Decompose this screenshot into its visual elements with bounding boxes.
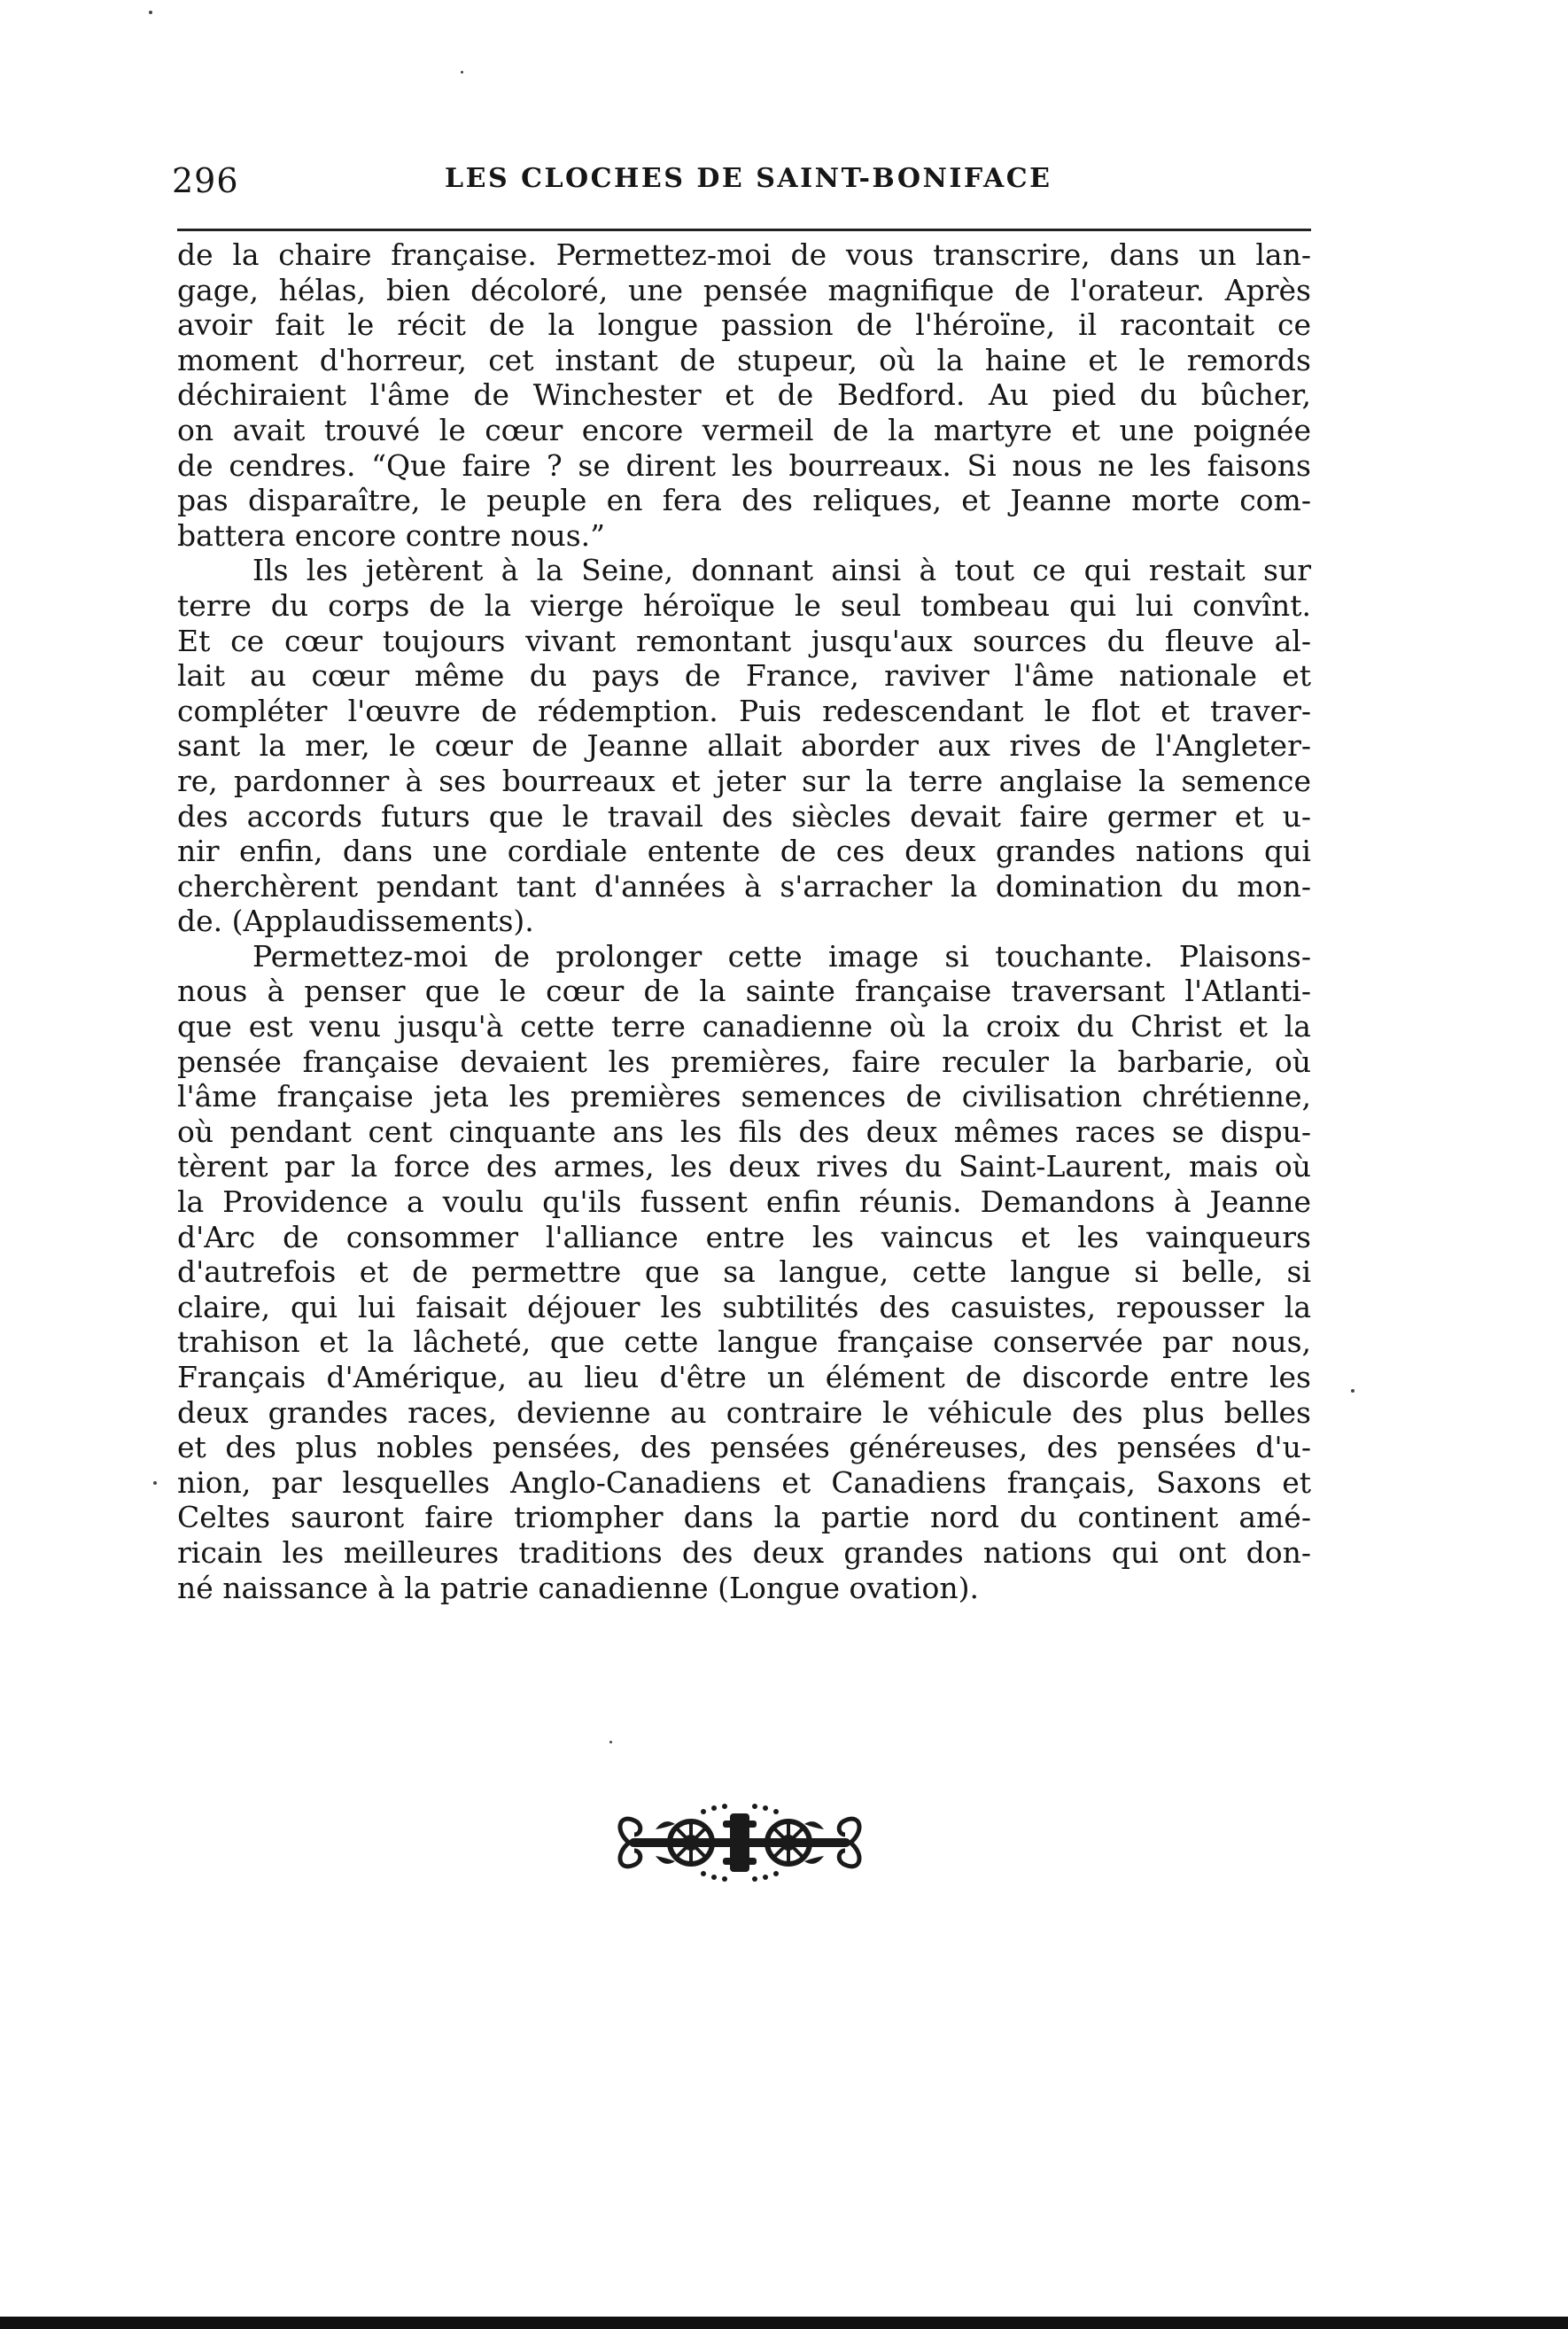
text-line: lait au cœur même du pays de France, raviver l'âme nationale et: [177, 658, 1311, 694]
text-line: né naissance à la patrie canadienne (Longue ovation).: [177, 1570, 979, 1605]
text-line: terre du corps de la vierge héroïque le seul tombeau qui lui convînt.: [177, 587, 1311, 623]
text-line: re, pardonner à ses bourreaux et jeter sur la terre anglaise la semence: [177, 763, 1311, 798]
text-line: gage, hélas, bien décoloré, une pensée magnifique de l'orateur. Après: [177, 272, 1311, 307]
text-line: deux grandes races, devienne au contraire le véhicule des plus belles: [177, 1394, 1311, 1430]
text-line: de cendres. “Que faire ? se dirent les bourreaux. Si nous ne les faisons: [177, 447, 1311, 483]
text-line: Celtes sauront faire triompher dans la partie nord du continent amé-: [177, 1500, 1311, 1535]
text-line: déchiraient l'âme de Winchester et de Bedford. Au pied du bûcher,: [177, 377, 1311, 413]
text-line: cherchèrent pendant tant d'années à s'arracher la domination du mon-: [177, 868, 1311, 904]
page-number: 296: [172, 161, 239, 200]
text-line: d'autrefois et de permettre que sa langue, cette langue si belle, si: [177, 1254, 1311, 1290]
paragraph-2: [177, 553, 1311, 939]
floral-tailpiece-icon: [611, 1794, 868, 1895]
text-line: l'âme française jeta les premières semences de civilisation chrétienne,: [177, 1079, 1311, 1114]
print-speck: [153, 1481, 157, 1485]
text-line: avoir fait le récit de la longue passion de l'héroïne, il racontait ce: [177, 307, 1311, 343]
text-line: de la chaire française. Permettez-moi de vous transcrire, dans un lan-: [177, 237, 1311, 272]
text-line: la Providence a voulu qu'ils fussent enfin réunis. Demandons à Jeanne: [177, 1184, 1311, 1220]
text-line: claire, qui lui faisait déjouer les subtilités des casuistes, repousser la: [177, 1289, 1311, 1324]
text-line: on avait trouvé le cœur encore vermeil de la martyre et une poignée: [177, 412, 1311, 447]
paragraph-1: [177, 237, 1311, 553]
text-line: battera encore contre nous.”: [177, 517, 606, 553]
text-line: Français d'Amérique, au lieu d'être un élément de discorde entre les: [177, 1360, 1311, 1394]
text-line: ricain les meilleures traditions des deux grandes nations qui ont don-: [177, 1534, 1311, 1570]
text-line: où pendant cent cinquante ans les fils des deux mêmes races se dispu-: [177, 1114, 1311, 1149]
paragraph-3: [177, 939, 1311, 1605]
print-speck: [1351, 1389, 1355, 1393]
text-line: Et ce cœur toujours vivant remontant jusqu'aux sources du fleuve al-: [177, 623, 1311, 658]
page-header: [168, 158, 1316, 207]
text-line: nion, par lesquelles Anglo-Canadiens et Canadiens français, Saxons et: [177, 1464, 1311, 1500]
text-line: de. (Applaudissements).: [177, 904, 534, 939]
print-speck: [609, 1741, 612, 1743]
text-line: pas disparaître, le peuple en fera des reliques, et Jeanne morte com-: [177, 483, 1311, 518]
text-line: d'Arc de consommer l'alliance entre les vaincus et les vainqueurs: [177, 1219, 1311, 1254]
text-line: nir enfin, dans une cordiale entente de ces deux grandes nations qui: [177, 834, 1311, 869]
text-line: sant la mer, le cœur de Jeanne allait aborder aux rives de l'Angleter-: [177, 728, 1311, 764]
print-speck: [461, 71, 463, 74]
text-line: trahison et la lâcheté, que cette langue française conservée par nous,: [177, 1324, 1311, 1360]
text-line: des accords futurs que le travail des siècles devait faire germer et u-: [177, 798, 1311, 834]
text-line: et des plus nobles pensées, des pensées généreuses, des pensées d'u-: [177, 1430, 1311, 1465]
header-rule: [177, 229, 1311, 231]
scan-edge: [0, 2317, 1568, 2329]
text-line: compléter l'œuvre de rédemption. Puis redescendant le flot et traver-: [177, 693, 1311, 728]
running-head: LES CLOCHES DE SAINT-BONIFACE: [445, 163, 1052, 194]
text-line: Permettez-moi de prolonger cette image si touchante. Plaisons-: [252, 938, 1311, 974]
text-line: moment d'horreur, cet instant de stupeur, où la haine et le remords: [177, 342, 1311, 377]
text-line: nous à penser que le cœur de la sainte française traversant l'Atlanti-: [177, 974, 1311, 1009]
print-speck: [149, 11, 152, 14]
text-line: que est venu jusqu'à cette terre canadienne où la croix du Christ et la: [177, 1009, 1311, 1044]
text-line: tèrent par la force des armes, les deux rives du Saint-Laurent, mais où: [177, 1149, 1311, 1184]
text-line: Ils les jetèrent à la Seine, donnant ainsi à tout ce qui restait sur: [252, 553, 1311, 588]
text-line: pensée française devaient les premières, faire reculer la barbarie, où: [177, 1044, 1311, 1079]
body-text: [177, 237, 1311, 1605]
